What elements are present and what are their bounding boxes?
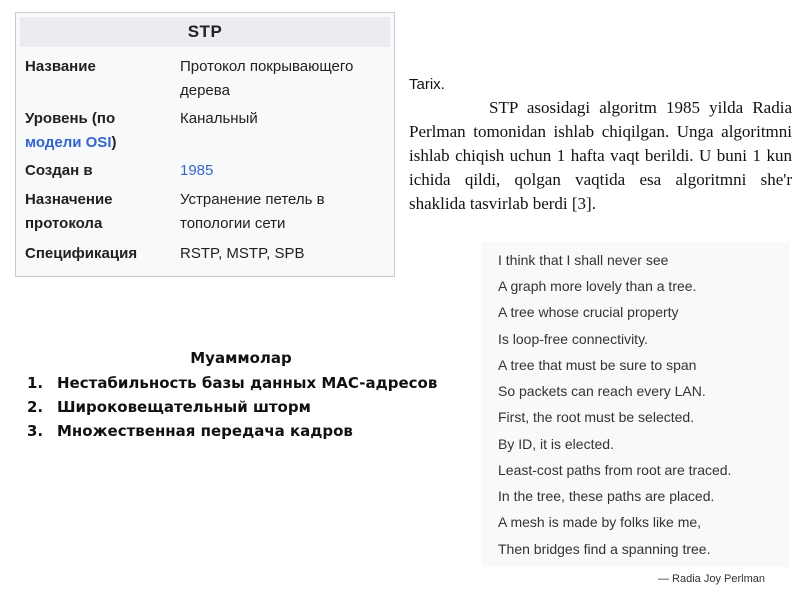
poem-line: I think that I shall never see [498, 252, 669, 268]
problems-list-item [27, 371, 447, 395]
infobox-value-created-link[interactable]: 1985 [180, 162, 214, 179]
poem-line: Is loop-free connectivity. [498, 331, 648, 347]
poem-line: In the tree, these paths are placed. [498, 488, 715, 504]
tarix-paragraph: STP asosidagi algoritm 1985 yilda Radia Perlman tomonidan ishlab chiqilgan. Unga algoritmni ishlab chiqish uchun 1 hafta vaqt berildi. U buni 1 kun ichida qildi, qolgan vaqtida esa algoritmni she'r shaklida tasvirlab berdi [3]. [409, 98, 792, 213]
problems-item-text: Нестабильность базы данных MAC-адресов [57, 374, 438, 392]
poem-line: A graph more lovely than a tree. [498, 278, 697, 294]
tarix-heading: Tarix. [409, 76, 445, 93]
stp-infobox [15, 12, 395, 277]
infobox-value-purpose [180, 188, 385, 236]
poem-line: So packets can reach every LAN. [498, 383, 706, 399]
poem-line: Least-cost paths from root are traced. [498, 462, 732, 478]
poem-author: — Radia Joy Perlman [658, 573, 765, 585]
infobox-title: STP [20, 17, 390, 47]
infobox-label-purpose-line1: Назначение [25, 191, 113, 208]
infobox-value-name-line1: Протокол покрывающего [180, 58, 354, 75]
infobox-label-created: Создан в [25, 162, 93, 179]
infobox-label-spec: Спецификация [25, 245, 138, 262]
infobox-label-level-close: ) [111, 134, 117, 151]
poem-block [481, 242, 789, 567]
problems-list [27, 371, 447, 443]
poem-line: A tree that must be sure to span [498, 357, 697, 373]
infobox-value-name [180, 55, 385, 103]
infobox-value-level: Канальный [180, 110, 258, 127]
poem-line: Then bridges find a spanning tree. [498, 541, 711, 557]
problems-item-text: Широковещательный шторм [57, 398, 311, 416]
infobox-label-level-line1: Уровень (по [25, 110, 116, 127]
infobox-label-level-line2 [25, 131, 175, 155]
infobox-value-purpose-line2: топологии сети [180, 215, 286, 232]
problems-item-text: Множественная передача кадров [57, 422, 353, 440]
problems-section [27, 349, 447, 443]
infobox-label-name: Название [25, 58, 96, 75]
infobox-label-purpose [25, 188, 175, 236]
problems-list-item [27, 419, 447, 443]
problems-item-number: 2. [27, 398, 44, 416]
poem-line: By ID, it is elected. [498, 436, 614, 452]
poem-line: A mesh is made by folks like me, [498, 514, 702, 530]
infobox-value-name-line2: дерева [180, 82, 230, 99]
infobox-label-level [25, 107, 175, 155]
infobox-label-purpose-line2: протокола [25, 215, 103, 232]
problems-item-number: 1. [27, 374, 44, 392]
problems-title: Муаммолар [190, 349, 292, 367]
osi-model-link[interactable]: модели OSI [25, 134, 112, 151]
problems-list-item [27, 395, 447, 419]
infobox-value-purpose-line1: Устранение петель в [180, 191, 325, 208]
poem-line: A tree whose crucial property [498, 304, 679, 320]
infobox-value-spec: RSTP, MSTP, SPB [180, 245, 305, 262]
problems-item-number: 3. [27, 422, 44, 440]
poem-line: First, the root must be selected. [498, 409, 695, 425]
